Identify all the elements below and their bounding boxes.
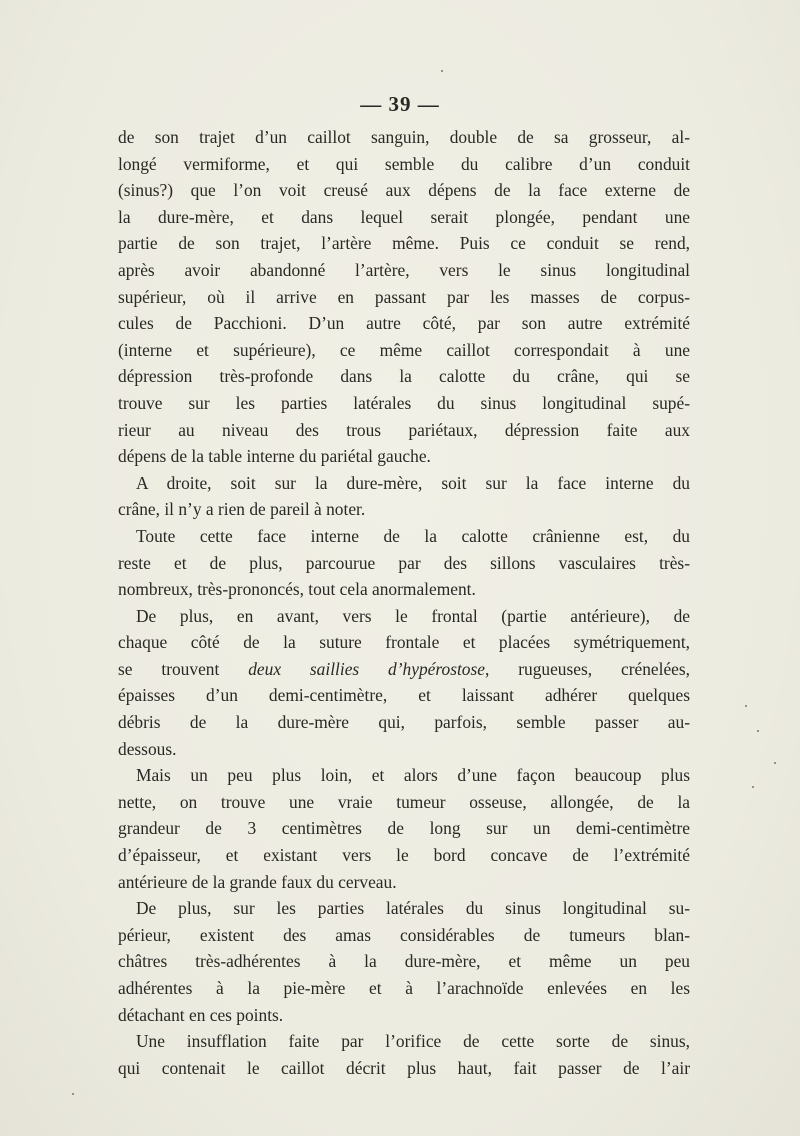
paper-speck [752, 786, 754, 788]
text-line: épaisses d’un demi-centimètre, et laissant adhérer quelques [118, 685, 690, 706]
page-number: — 39 — [360, 92, 440, 116]
text-line: trouve sur les parties latérales du sinus longitudinal supé- [118, 392, 690, 413]
text-line: dessous. [118, 738, 177, 759]
text-line: adhérentes à la pie-mère et à l’arachnoïde enlevées en les [118, 978, 690, 998]
text-line: débris de la dure-mère qui, parfois, semble passer au- [118, 712, 690, 733]
text-fragment: se trouvent [118, 658, 249, 679]
text-line: De plus, en avant, vers le frontal (partie antérieure), de [136, 605, 690, 626]
text-line: périeur, existent des amas considérables de tumeurs blan- [118, 924, 690, 945]
text-line: détachant en ces points. [118, 1004, 284, 1025]
text-line: d’épaisseur, et existant vers le bord concave de l’extrémité [118, 845, 690, 866]
text-line: chaque côté de la suture frontale et placées symétriquement, [118, 632, 690, 653]
text-line: rieur au niveau des trous pariétaux, dépression faite aux [118, 419, 690, 440]
text-line: cules de Pacchioni. D’un autre côté, par son autre extrémité [118, 313, 690, 334]
text-line: la dure-mère, et dans lequel serait plongée, pendant une [118, 206, 690, 227]
italic-term: deux saillies d’hypérostose [248, 658, 485, 679]
text-line [118, 656, 690, 683]
body-text [118, 124, 690, 1081]
text-line: de son trajet d’un caillot sanguin, double de sa grosseur, al- [118, 127, 690, 147]
text-line: supérieur, où il arrive en passant par les masses de corpus- [118, 286, 690, 307]
text-line: Toute cette face interne de la calotte crânienne est, du [136, 525, 690, 546]
text-line: De plus, sur les parties latérales du sinus longitudinal su- [136, 898, 690, 919]
text-line: grandeur de 3 centimètres de long sur un demi-centimètre [118, 818, 690, 839]
text-line: crâne, il n’y a rien de pareil à noter. [118, 499, 366, 520]
text-line: partie de son trajet, l’artère même. Puis ce conduit se rend, [118, 233, 690, 254]
text-line: reste et de plus, parcourue par des sillons vasculaires très- [118, 552, 690, 573]
paper-speck [757, 730, 759, 732]
paper-speck [72, 1093, 74, 1095]
text-line: nette, on trouve une vraie tumeur osseuse, allongée, de la [118, 791, 690, 812]
text-line: qui contenait le caillot décrit plus haut, fait passer de l’air [118, 1057, 690, 1078]
text-line: châtres très-adhérentes à la dure-mère, et même un peu [118, 951, 690, 972]
paper-speck [745, 705, 747, 707]
text-line: (sinus?) que l’on voit creusé aux dépens de la face externe de [118, 180, 690, 201]
text-line: longé vermiforme, et qui semble du calibre d’un conduit [118, 153, 690, 174]
text-line: dépens de la table interne du pariétal gauche. [118, 446, 431, 467]
text-line: antérieure de la grande faux du cerveau. [118, 871, 397, 892]
text-line: nombreux, très-prononcés, tout cela anormalement. [118, 579, 476, 600]
text-line: (interne et supérieure), ce même caillot correspondait à une [118, 339, 690, 360]
text-line: dépression très-profonde dans la calotte du crâne, qui se [118, 366, 690, 387]
text-line: A droite, soit sur la dure-mère, soit sur la face interne du [136, 472, 690, 493]
text-line: Mais un peu plus loin, et alors d’une façon beaucoup plus [136, 765, 690, 786]
text-line: après avoir abandonné l’artère, vers le sinus longitudinal [118, 259, 690, 280]
text-fragment: , rugueuses, crénelées, [484, 658, 691, 679]
paper-speck [774, 762, 776, 764]
paper-speck [441, 70, 443, 72]
text-line: Une insufflation faite par l’orifice de cette sorte de sinus, [136, 1031, 690, 1052]
